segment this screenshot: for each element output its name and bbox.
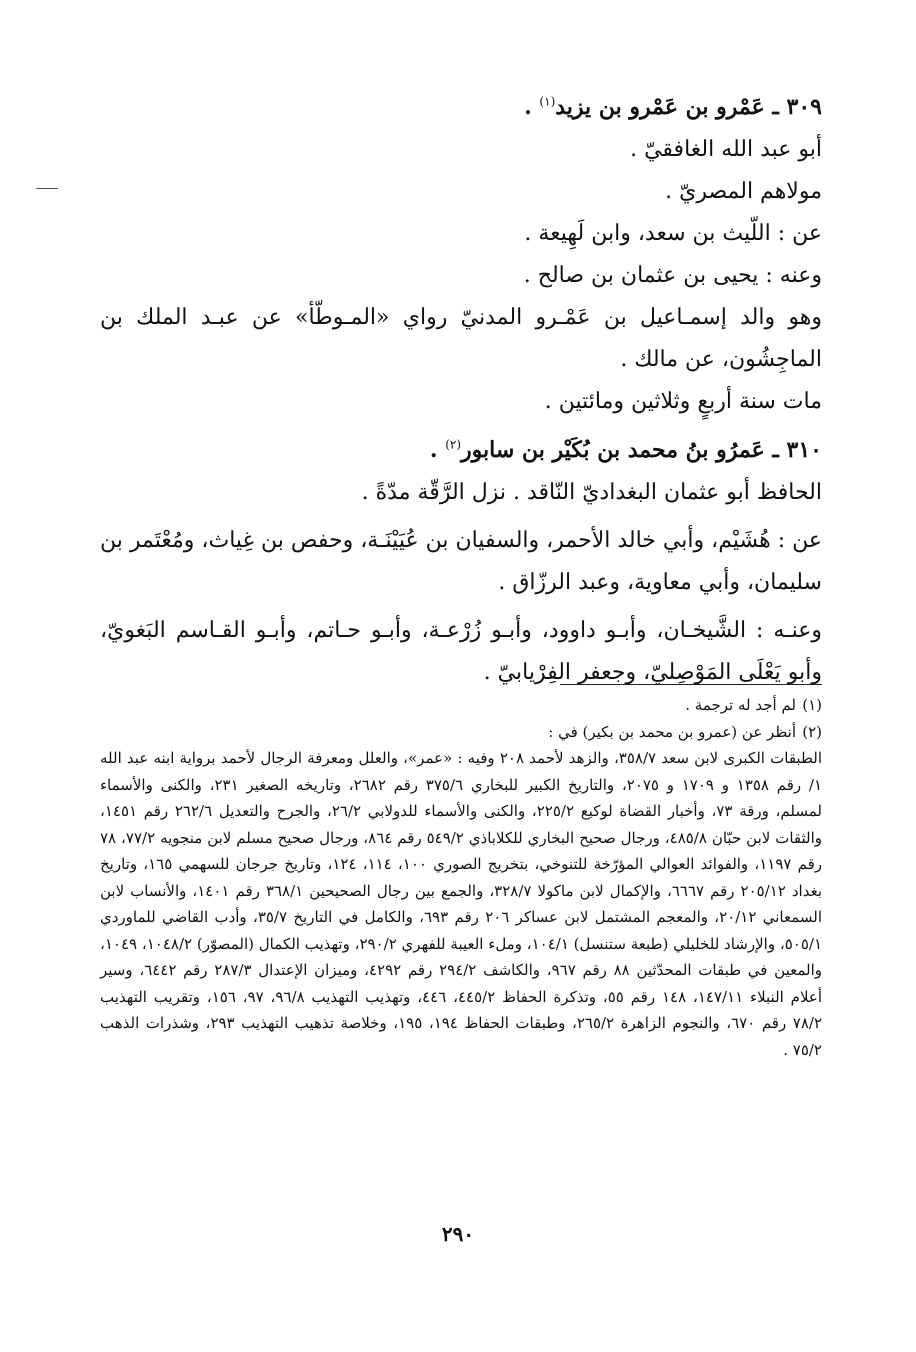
page-number: ٢٩٠ — [441, 1222, 475, 1246]
entry-309 — [100, 86, 822, 423]
main-text — [100, 86, 822, 694]
entry-line: مات سنة أربعٍ وثلاثين ومائتين . — [544, 389, 822, 414]
footnote-2 — [100, 719, 822, 746]
footnote-number: (٢) — [802, 722, 822, 741]
entry-line: وهو والد إسمـاعيل بن عَمْـرو المدنيّ رواي «المـوطّأ» عن عبـد الملك بن الماجِشُون، عن مالك . — [100, 305, 822, 372]
footnote-text: لم أجد له ترجمة . — [685, 696, 796, 714]
footnote-ref[interactable]: (١) — [539, 94, 556, 109]
entry-line: عن : اللّيث بن سعد، وابن لَهِيعة . — [524, 221, 822, 246]
entry-title-tail: . — [429, 437, 446, 463]
entry-line: الحافظ أبو عثمان البغداديّ النّاقد . نزل الرَّقّة مدّةً . — [361, 480, 822, 505]
entry-line: أبو عبد الله الغافقيّ . — [630, 137, 822, 162]
entry-line: مولاهم المصريّ . — [665, 179, 822, 204]
footnote-2-sources: الطبقات الكبرى لابن سعد ٣٥٨/٧، والزهد لأحمد ٢٠٨ وفيه : «عمر»، والعلل ومعرفة الرجال لأحمد برواية ابنه عبد الله ١/ رقم ١٣٥٨ و ١٧٠٩ و ٢٠٧٥، والتاريخ الكبير للبخاري ٣٧٥/٦ رقم ٢٦٨٢، وتاريخه الصغير ٢٣١، والكنى والأسماء لمسلم، ورقة ٧٣، وأخبار القضاة لوكيع ٢٢٥/٢، والكنى والأسماء للدولابي ٢٦/٢، والجرح والتعديل ٢٦٢/٦ رقم ١٤٥١، والثقات لابن حبّان ٤٨٥/٨، ورجال صحيح البخاري للكلاباذي ٥٤٩/٢ رقم ٨٦٤، ورجال صحيح مسلم لابن منجويه ٧٧/٢، ٧٨ رقم ١١٩٧، والفوائد العوالي المؤرّخة للتنوخي، بتخريج الصوري ١٠٠، ١١٤، ١٢٤، وتاريخ جرجان للسهمي ١٦٥، وتاريخ بغداد ٢٠٥/١٢ رقم ٦٦٦٧، والإكمال لابن ماكولا ٣٢٨/٧، والجمع بين رجال الصحيحين ٣٦٨/١ رقم ١٤٠١، والأنساب لابن السمعاني ٢٠/١٢، والمعجم المشتمل لابن عساكر ٢٠٦ رقم ٦٩٣، والكامل في التاريخ ٣٥/٧، وأدب القاضي للماوردي ٥٠٥/١، والإرشاد للخليلي (طبعة ستنسل) ١٠٤/١، وملء العيبة للفهري ٢٩٠/٢، وتهذيب الكمال (المصوّر) ١٠٤٨/٢، ١٠٤٩، والمعين في طبقات المحدّثين ٨٨ رقم ٩٦٧، والكاشف ٢٩٤/٢ رقم ٤٢٩٢، وميزان الإعتدال ٢٨٧/٣ رقم ٦٤٤٢، وسير أعلام النبلاء ١٤٧/١١، ١٤٨ رقم ٥٥، وتذكرة الحفاظ ٤٤٥/٢، ٤٤٦، وتهذيب التهذيب ٩٦/٨، ٩٧، ١٥٦، وتقريب التهذيب ٧٨/٢ رقم ٦٧٠، والنجوم الزاهرة ٢٦٥/٢، وطبقات الحفاظ ١٩٤، ١٩٥، وخلاصة تذهيب التهذيب ٢٩٣، وشذرات الذهب ٧٥/٢ . — [100, 749, 823, 1059]
footnotes — [100, 692, 822, 1063]
margin-dash — [36, 188, 58, 189]
entry-title: ٣٠٩ ـ عَمْرو بن عَمْرو بن يزيد — [555, 94, 822, 120]
entry-line: عن : هُشَيْم، وأبي خالد الأحمر، والسفيان بن عُيَيْنَـة، وحفص بن غِياث، ومُعْتَمر بن سليمان، وأبي معاوية، وعبد الرزّاق . — [100, 528, 822, 595]
footnote-text: أنظر عن (عمرو بن محمد بن بكير) في : — [548, 722, 796, 741]
entry-title: ٣١٠ ـ عَمرُو بنُ محمد بن بُكَيْر بن سابور — [461, 437, 822, 463]
entry-310 — [100, 429, 822, 694]
footnote-number: (١) — [802, 696, 822, 714]
footnote-separator — [560, 684, 822, 685]
entry-line: وعنه : يحيى بن عثمان بن صالح . — [523, 263, 822, 288]
entry-line: وعنـه : الشَّيخـان، وأبـو داوود، وأبـو زُرْعـة، وأبـو حـاتم، وأبـو القـاسم البَغويّ، وأبو يَعْلَى المَوْصِليّ، وجعفر الفِرْيابيّ . — [100, 618, 822, 685]
footnote-1 — [100, 692, 822, 719]
footnote-ref[interactable]: (٢) — [445, 437, 462, 452]
entry-title-tail: . — [524, 94, 540, 120]
